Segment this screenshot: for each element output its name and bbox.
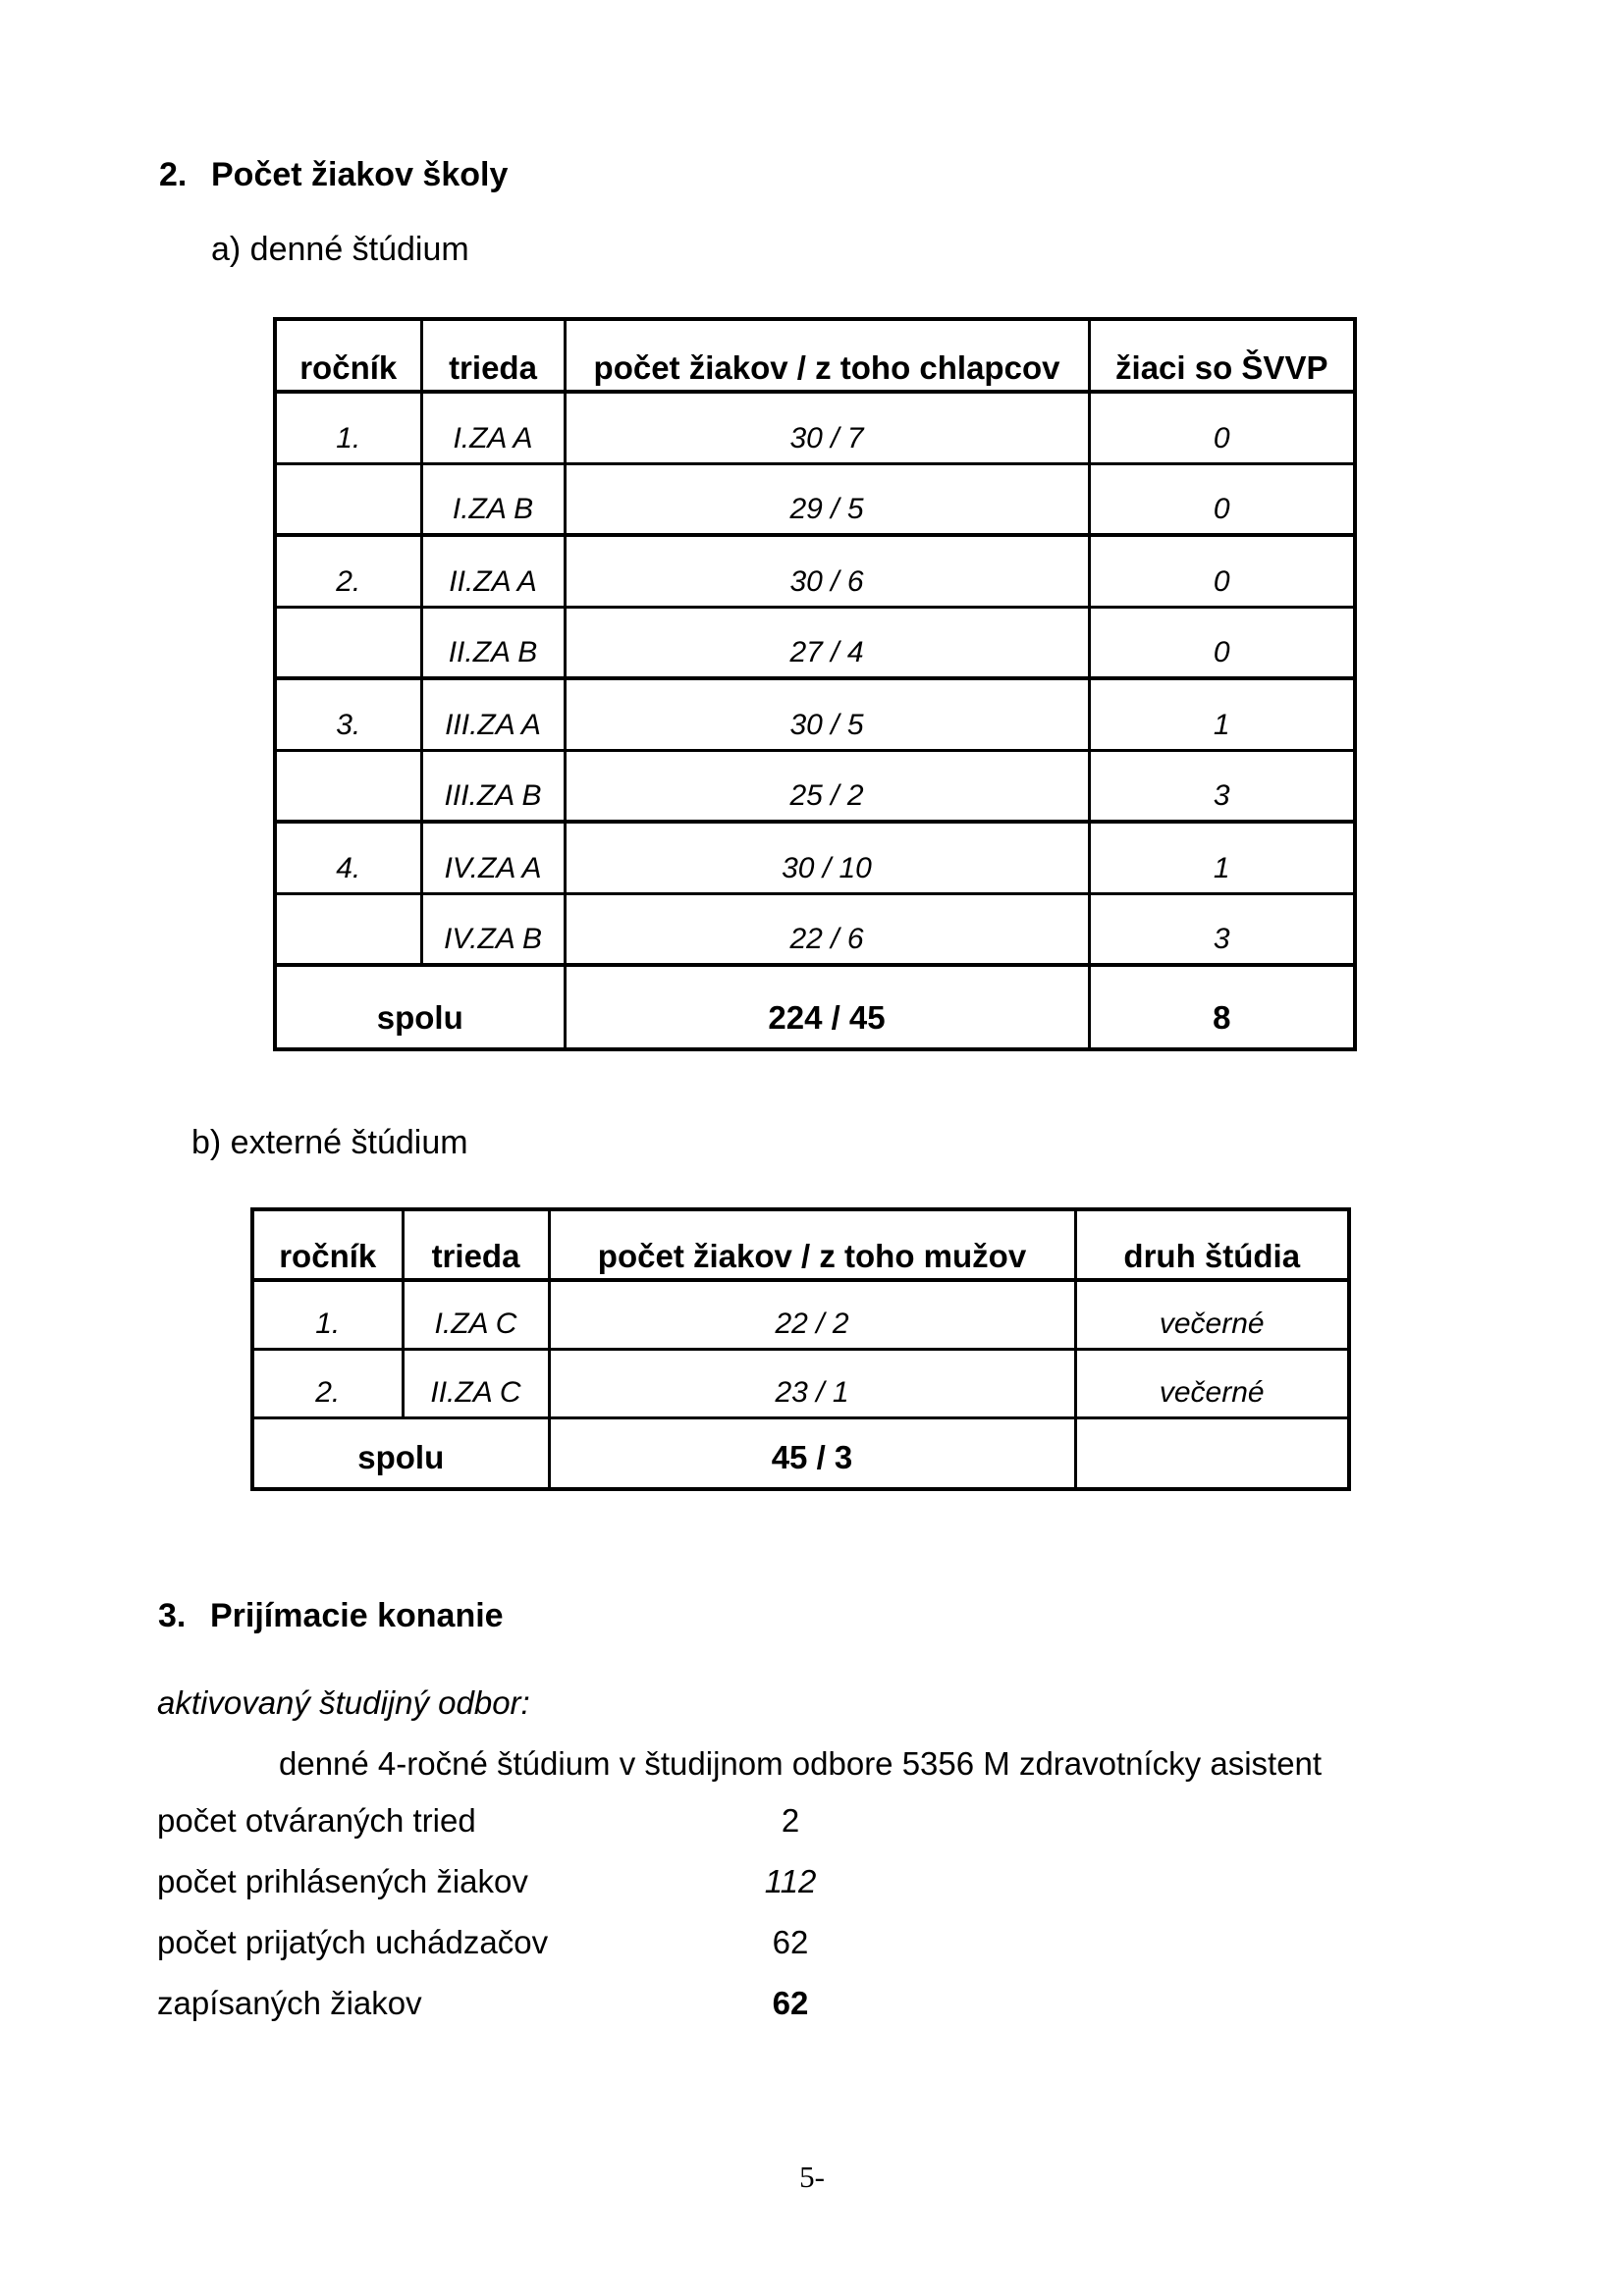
cell-trieda: IV.ZA B — [421, 893, 565, 965]
table-row — [252, 1280, 1349, 1349]
table-header-row — [252, 1209, 1349, 1280]
stat-row — [0, 1924, 1624, 1985]
cell-last: 3 — [1089, 893, 1355, 965]
header-cell: ročník — [252, 1209, 403, 1280]
admission-stats-list — [0, 1802, 1624, 2046]
table-row — [275, 535, 1355, 607]
cell-trieda: II.ZA B — [421, 607, 565, 678]
cell-pocet: 29 / 5 — [565, 463, 1089, 535]
stat-value: 62 — [772, 1924, 809, 1960]
cell-pocet: 30 / 10 — [565, 822, 1089, 893]
header-cell: počet žiakov / z toho chlapcov — [565, 319, 1089, 392]
stat-label: počet prijatých uchádzačov — [157, 1924, 549, 1960]
denne-studium-table — [273, 317, 1357, 1051]
header-cell: druh štúdia — [1075, 1209, 1349, 1280]
cell-pocet: 30 / 6 — [565, 535, 1089, 607]
table-row — [275, 750, 1355, 822]
cell-trieda: IV.ZA A — [421, 822, 565, 893]
cell-trieda: I.ZA C — [403, 1280, 549, 1349]
cell-pocet: 22 / 2 — [549, 1280, 1075, 1349]
table-row — [252, 1349, 1349, 1417]
table-total-row — [252, 1417, 1349, 1489]
stat-value: 112 — [764, 1863, 817, 1899]
stat-value: 2 — [781, 1802, 800, 1839]
table-row — [275, 893, 1355, 965]
stat-label: zapísaných žiakov — [157, 1985, 422, 2021]
cell-rocnik: 4. — [275, 822, 421, 893]
stat-value: 62 — [772, 1985, 809, 2021]
cell-last: 0 — [1089, 463, 1355, 535]
stat-row — [0, 1802, 1624, 1863]
table-row — [275, 463, 1355, 535]
cell-last: 0 — [1089, 392, 1355, 463]
cell-last: 0 — [1089, 535, 1355, 607]
header-cell: žiaci so ŠVVP — [1089, 319, 1355, 392]
cell-last: 1 — [1089, 678, 1355, 750]
header-cell: trieda — [421, 319, 565, 392]
cell-last: večerné — [1075, 1280, 1349, 1349]
stat-row — [0, 1985, 1624, 2046]
total-value: 224 / 45 — [565, 965, 1089, 1049]
cell-trieda: I.ZA A — [421, 392, 565, 463]
stat-row — [0, 1863, 1624, 1924]
cell-pocet: 25 / 2 — [565, 750, 1089, 822]
cell-last: 1 — [1089, 822, 1355, 893]
cell-pocet: 27 / 4 — [565, 607, 1089, 678]
table-row — [275, 607, 1355, 678]
cell-pocet: 30 / 5 — [565, 678, 1089, 750]
cell-rocnik — [275, 463, 421, 535]
cell-rocnik: 2. — [252, 1349, 403, 1417]
study-program-line: denné 4-ročné štúdium v študijnom odbore 5356 M zdravotnícky asistent — [279, 1745, 1323, 1782]
cell-rocnik — [275, 750, 421, 822]
section-2-title: Počet žiakov školy — [211, 156, 509, 193]
table-total-row — [275, 965, 1355, 1049]
section-2-number: 2. — [159, 156, 188, 193]
cell-trieda: II.ZA C — [403, 1349, 549, 1417]
header-cell: počet žiakov / z toho mužov — [549, 1209, 1075, 1280]
subsection-b-heading: b) externé štúdium — [191, 1124, 468, 1161]
cell-trieda: I.ZA B — [421, 463, 565, 535]
cell-last: 3 — [1089, 750, 1355, 822]
section-3-number: 3. — [158, 1597, 187, 1634]
stat-label: počet otváraných tried — [157, 1802, 476, 1839]
table-row — [275, 678, 1355, 750]
externe-studium-table — [250, 1207, 1351, 1491]
study-field-intro: aktivovaný študijný odbor: — [157, 1684, 530, 1721]
cell-last: 0 — [1089, 607, 1355, 678]
header-cell: trieda — [403, 1209, 549, 1280]
header-cell: ročník — [275, 319, 421, 392]
subsection-a-heading: a) denné štúdium — [211, 231, 469, 268]
cell-pocet: 23 / 1 — [549, 1349, 1075, 1417]
cell-pocet: 30 / 7 — [565, 392, 1089, 463]
section-2-heading — [159, 155, 508, 195]
cell-rocnik: 3. — [275, 678, 421, 750]
cell-trieda: III.ZA B — [421, 750, 565, 822]
cell-pocet: 22 / 6 — [565, 893, 1089, 965]
cell-rocnik: 2. — [275, 535, 421, 607]
table-header-row — [275, 319, 1355, 392]
section-3-title: Prijímacie konanie — [210, 1597, 504, 1634]
page-number: 5- — [799, 2160, 825, 2194]
section-3-heading — [158, 1596, 504, 1636]
cell-rocnik — [275, 607, 421, 678]
total-value: 8 — [1089, 965, 1355, 1049]
cell-trieda: II.ZA A — [421, 535, 565, 607]
total-label: spolu — [275, 965, 565, 1049]
stat-label: počet prihlásených žiakov — [157, 1863, 528, 1899]
table-row — [275, 822, 1355, 893]
cell-rocnik: 1. — [275, 392, 421, 463]
cell-rocnik — [275, 893, 421, 965]
cell-rocnik: 1. — [252, 1280, 403, 1349]
cell-trieda: III.ZA A — [421, 678, 565, 750]
cell-last: večerné — [1075, 1349, 1349, 1417]
table-row — [275, 392, 1355, 463]
total-label: spolu — [252, 1417, 549, 1489]
total-value — [1075, 1417, 1349, 1489]
total-value: 45 / 3 — [549, 1417, 1075, 1489]
